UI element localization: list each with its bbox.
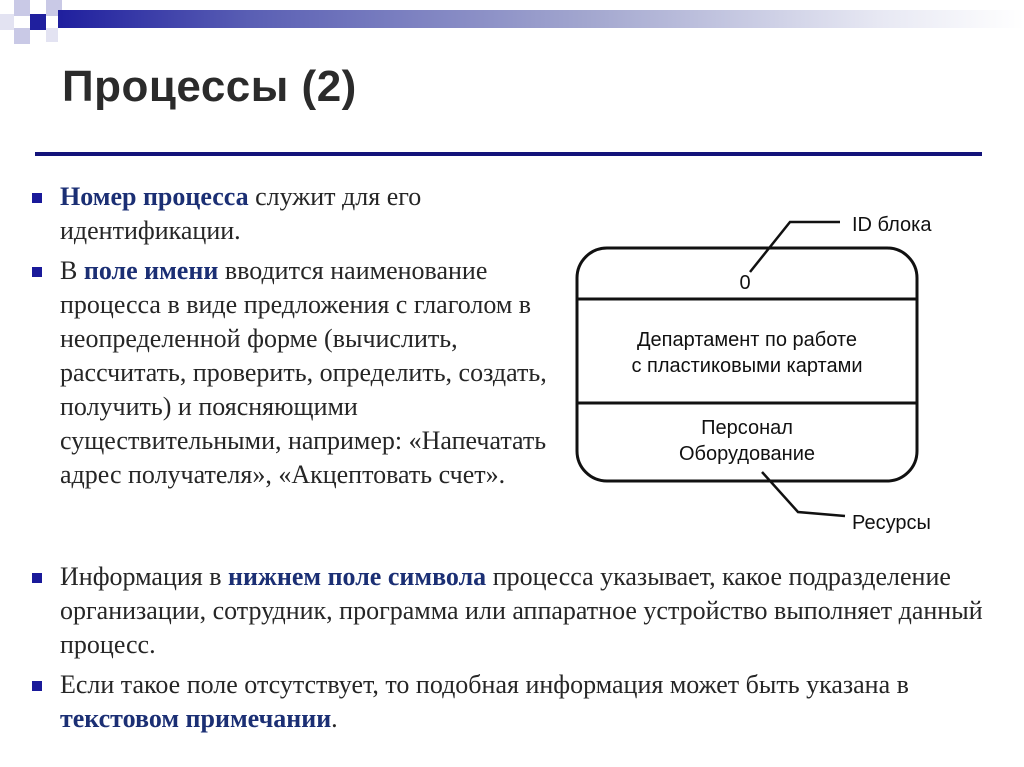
bullet-square-icon (32, 681, 42, 691)
decorative-squares (0, 0, 80, 60)
slide-title: Процессы (2) (62, 62, 357, 111)
block-id-value: 0 (739, 272, 751, 294)
id-label: ID блока (852, 214, 932, 236)
bullet-highlight: текстовом примечании (60, 704, 332, 733)
bullet-text: служит для его идентификации. (60, 182, 422, 245)
resources-label: Ресурсы (852, 512, 931, 534)
bullet-text: вводится наименование процесса в виде предложения с глаголом в неопределенной форме (вычислить, рассчитать, проверить, определить, создать, получить) и поясняющими существительными, например: «Напечатать адрес получателя», «Акцептовать счет». (60, 256, 547, 489)
bullet-highlight: поле имени (83, 256, 219, 285)
bullet-list-bottom (32, 560, 1012, 742)
bullet-square-icon (32, 573, 42, 583)
bullet-square-icon (32, 267, 42, 277)
bullet-list-top (32, 180, 552, 498)
process-block-diagram (560, 200, 980, 545)
resources-leader-line (762, 472, 845, 516)
process-name-line2: с пластиковыми картами (631, 355, 863, 377)
process-name-line1: Департамент по работе (637, 329, 857, 351)
bullet-square-icon (32, 193, 42, 203)
bullet-text: процесса указывает, какое подразделение организации, сотрудник, программа или аппаратное устройство выполняет данный процесс. (60, 562, 983, 659)
bullet-item-text-note (32, 668, 1012, 736)
bullet-item-process-number (32, 180, 552, 248)
bullet-item-bottom-field (32, 560, 1012, 662)
bullet-highlight: нижнем поле символа (228, 562, 487, 591)
bullet-highlight: Номер процесса (60, 182, 249, 211)
bullet-item-name-field (32, 254, 552, 492)
title-underline (35, 152, 982, 156)
bullet-text: . (331, 704, 338, 733)
bullet-text: Если такое поле отсутствует, то подобная информация может быть указана в (60, 670, 909, 699)
decorative-header-bar (58, 10, 1024, 28)
resource-line1: Персонал (701, 417, 793, 439)
resource-line2: Оборудование (678, 443, 816, 465)
bullet-text: Информация в (60, 562, 229, 591)
bullet-text: В (60, 256, 84, 285)
